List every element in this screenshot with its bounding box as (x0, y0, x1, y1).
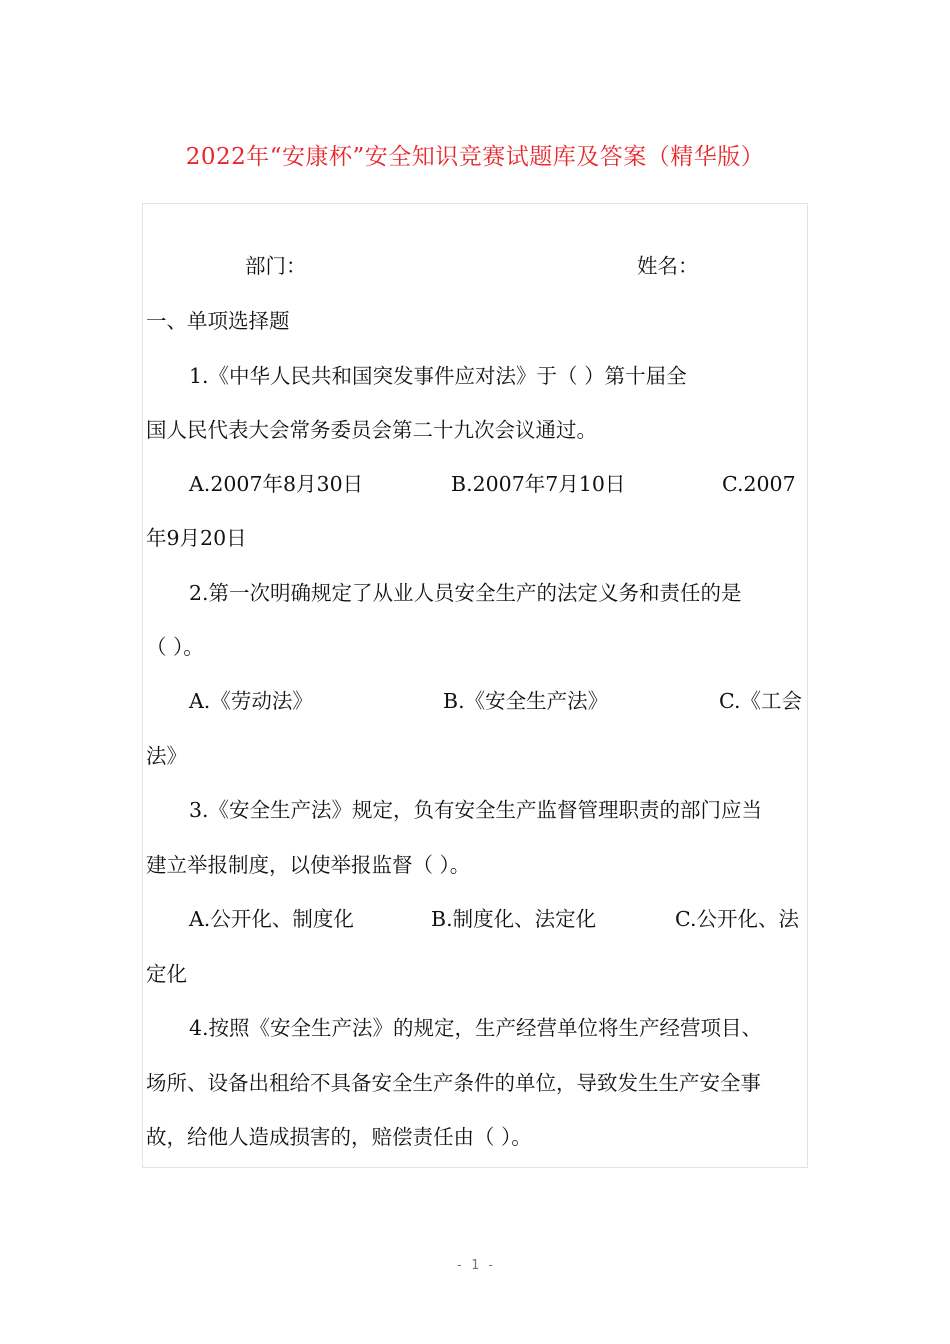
question-line: 场所、设备出租给不具备安全生产条件的单位，导致发生生产安全事 (146, 1071, 761, 1095)
option-continuation: 年9月20日 (146, 526, 247, 550)
name-label: 姓名： (637, 254, 699, 278)
option-b: B.《安全生产法》 (443, 689, 609, 713)
question-line: 1.《中华人民共和国突发事件应对法》于（ ）第十届全 (189, 364, 687, 388)
option-b: B.2007年7月10日 (451, 472, 626, 496)
question-line: （ ）。 (146, 635, 204, 659)
option-c: C.《工会 (719, 689, 802, 713)
option-c: C.公开化、法 (675, 907, 799, 931)
option-b: B.制度化、法定化 (431, 907, 597, 931)
document-title: 2022年“安康杯”安全知识竞赛试题库及答案（精华版） (185, 144, 765, 170)
option-a: A.公开化、制度化 (189, 907, 354, 931)
option-continuation: 法》 (146, 744, 187, 768)
question-line: 建立举报制度，以使举报监督（ ）。 (146, 853, 471, 877)
question-line: 3.《安全生产法》规定，负有安全生产监督管理职责的部门应当 (189, 798, 763, 822)
option-c: C.2007 (722, 472, 796, 496)
option-a: A.《劳动法》 (189, 689, 313, 713)
question-line: 4.按照《安全生产法》的规定，生产经营单位将生产经营项目、 (189, 1016, 763, 1040)
department-label: 部门： (245, 254, 307, 278)
option-a: A.2007年8月30日 (189, 472, 364, 496)
page-number: - 1 - (455, 1258, 495, 1273)
question-line: 故，给他人造成损害的，赔偿责任由（ ）。 (146, 1125, 532, 1149)
option-continuation: 定化 (146, 962, 187, 986)
question-line: 2.第一次明确规定了从业人员安全生产的法定义务和责任的是 (189, 581, 742, 605)
question-line: 国人民代表大会常务委员会第二十九次会议通过。 (146, 418, 597, 442)
section-heading: 一、单项选择题 (146, 309, 290, 333)
